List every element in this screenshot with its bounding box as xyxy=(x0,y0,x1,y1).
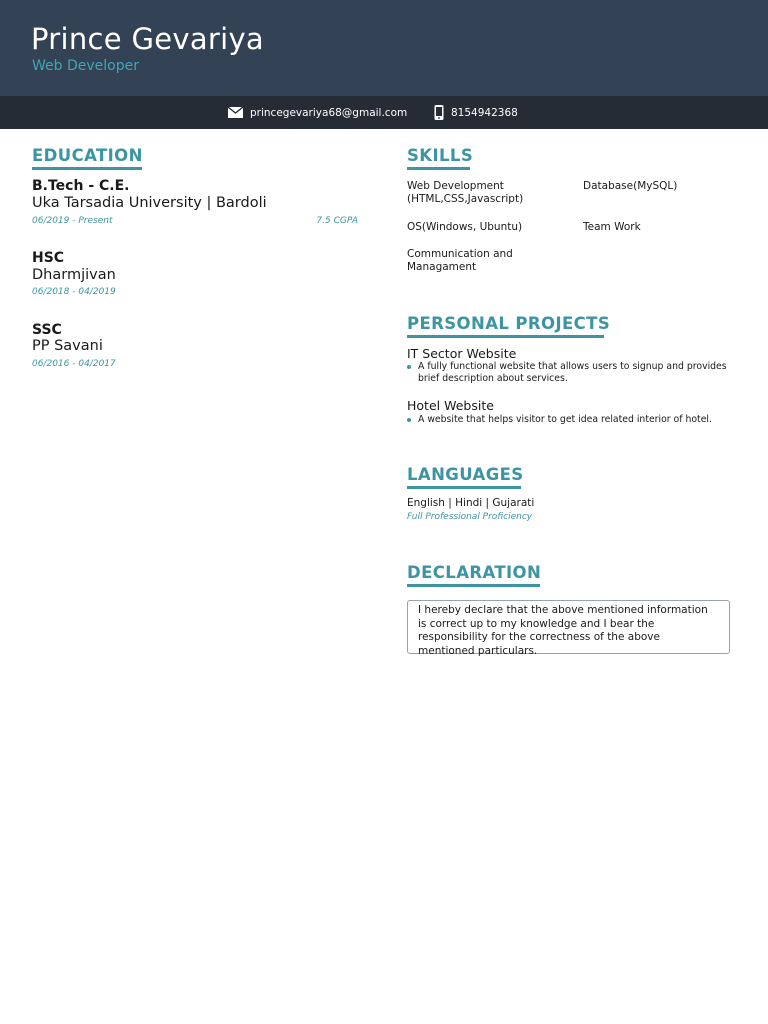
language-list: English | Hindi | Gujarati xyxy=(407,497,535,509)
education-dates: 06/2018 - 04/2019 xyxy=(32,287,116,297)
phone-contact[interactable] xyxy=(434,96,518,129)
contact-bar xyxy=(0,96,768,129)
education-school: Uka Tarsadia University | Bardoli xyxy=(32,195,267,211)
education-degree: SSC xyxy=(32,322,62,338)
languages-title-rule xyxy=(407,486,521,489)
skill-item: Communication and Managament xyxy=(407,248,513,273)
phone-text: 8154942368 xyxy=(451,106,518,119)
languages-title: LANGUAGES xyxy=(407,465,524,484)
candidate-name: Prince Gevariya xyxy=(31,22,265,56)
bullet-dot xyxy=(407,418,411,422)
language-proficiency: Full Professional Proficiency xyxy=(407,512,533,522)
bullet-dot xyxy=(407,365,411,369)
envelope-icon xyxy=(228,107,243,118)
project-description: A fully functional website that allows users to signup and provides brief description about services. xyxy=(418,361,727,384)
skills-title: SKILLS xyxy=(407,146,474,165)
projects-title-rule xyxy=(407,335,604,338)
education-grade: 7.5 CGPA xyxy=(316,216,358,226)
email-text: princegevariya68@gmail.com xyxy=(250,106,408,119)
skill-item: Database(MySQL) xyxy=(583,180,678,192)
projects-title: PERSONAL PROJECTS xyxy=(407,314,611,333)
skills-title-rule xyxy=(407,167,470,170)
education-degree: HSC xyxy=(32,250,65,266)
education-school: PP Savani xyxy=(32,338,103,354)
candidate-role: Web Developer xyxy=(32,58,139,74)
education-title: EDUCATION xyxy=(32,146,143,165)
skill-item: OS(Windows, Ubuntu) xyxy=(407,221,523,233)
project-name: Hotel Website xyxy=(407,398,494,413)
education-dates: 06/2016 - 04/2017 xyxy=(32,359,116,369)
skill-item: Team Work xyxy=(583,221,641,233)
resume-header xyxy=(0,0,768,96)
declaration-title-rule xyxy=(407,584,540,587)
education-dates: 06/2019 - Present xyxy=(32,216,113,226)
email-contact[interactable] xyxy=(228,96,407,129)
education-degree: B.Tech - C.E. xyxy=(32,178,130,194)
declaration-box: I hereby declare that the above mentioned information is correct up to my knowledge and I bear the responsibility for the correctness of the above mentioned particulars. xyxy=(407,600,730,654)
project-description: A website that helps visitor to get idea related interior of hotel. xyxy=(418,414,712,425)
declaration-title: DECLARATION xyxy=(407,563,542,582)
project-name: IT Sector Website xyxy=(407,346,517,361)
skill-item: Web Development (HTML,CSS,Javascript) xyxy=(407,180,524,205)
education-title-rule xyxy=(32,167,142,170)
mobile-phone-icon xyxy=(434,105,444,120)
education-school: Dharmjivan xyxy=(32,267,116,283)
